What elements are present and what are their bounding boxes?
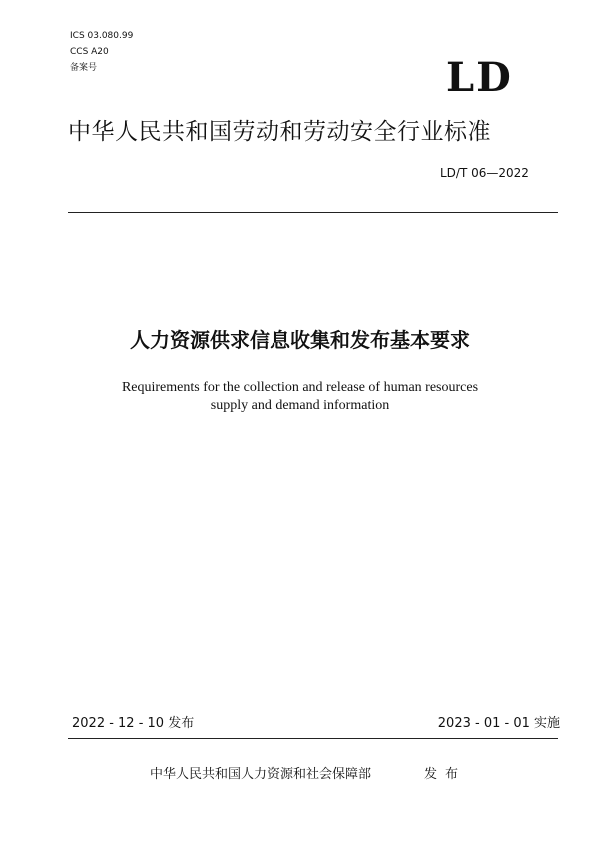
standard-number: LD/T 06—2022 xyxy=(440,166,529,180)
ccs-code: CCS A20 xyxy=(70,47,109,57)
bottom-divider xyxy=(68,738,558,739)
industry-standard-title: 中华人民共和国劳动和劳动安全行业标准 xyxy=(68,119,491,145)
issue-date: 2022 - 12 - 10 发布 xyxy=(72,716,195,731)
top-divider xyxy=(68,212,558,213)
document-title-english-line1: Requirements for the collection and release of human resources xyxy=(121,380,479,395)
document-title-english xyxy=(0,379,600,415)
ics-code: ICS 03.080.99 xyxy=(70,31,134,41)
document-title-chinese: 人力资源供求信息收集和发布基本要求 xyxy=(130,328,470,352)
filing-number-label: 备案号 xyxy=(70,63,98,73)
issuing-authority: 中华人民共和国人力资源和社会保障部 xyxy=(150,767,372,782)
document-title-english-line2: supply and demand information xyxy=(210,398,390,413)
implementation-date: 2023 - 01 - 01 实施 xyxy=(437,716,560,731)
ld-logo: LD xyxy=(446,54,513,101)
issue-action: 发布 xyxy=(424,767,467,782)
